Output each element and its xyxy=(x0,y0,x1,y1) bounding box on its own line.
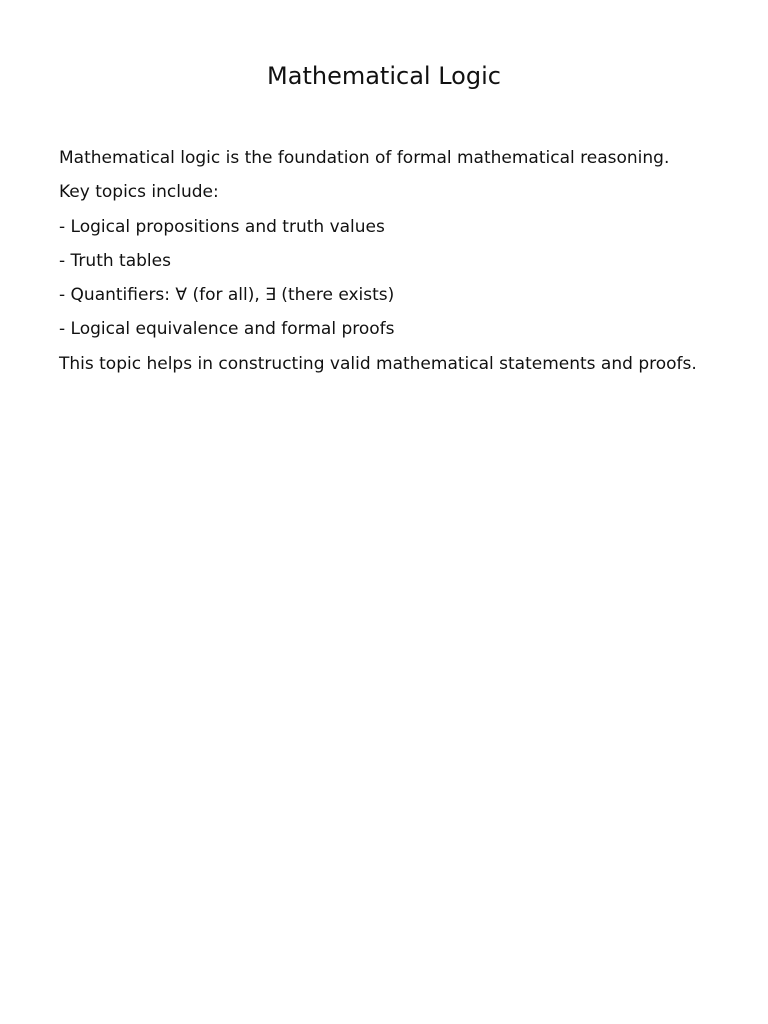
key-topics-heading: Key topics include: xyxy=(59,182,219,203)
list-item-propositions: - Logical propositions and truth values xyxy=(59,216,385,237)
intro-line: Mathematical logic is the foundation of formal mathematical reasoning. xyxy=(59,148,670,168)
list-item-truth-tables: - Truth tables xyxy=(59,250,171,271)
closing-paragraph: This topic helps in constructing valid mathematical statements and proofs. xyxy=(59,353,697,374)
list-item-equivalence: - Logical equivalence and formal proofs xyxy=(59,319,395,340)
page-title: Mathematical Logic xyxy=(267,62,501,90)
document-body xyxy=(59,141,739,381)
list-item-quantifiers: - Quantifiers: ∀ (for all), ∃ (there exists) xyxy=(59,285,395,306)
